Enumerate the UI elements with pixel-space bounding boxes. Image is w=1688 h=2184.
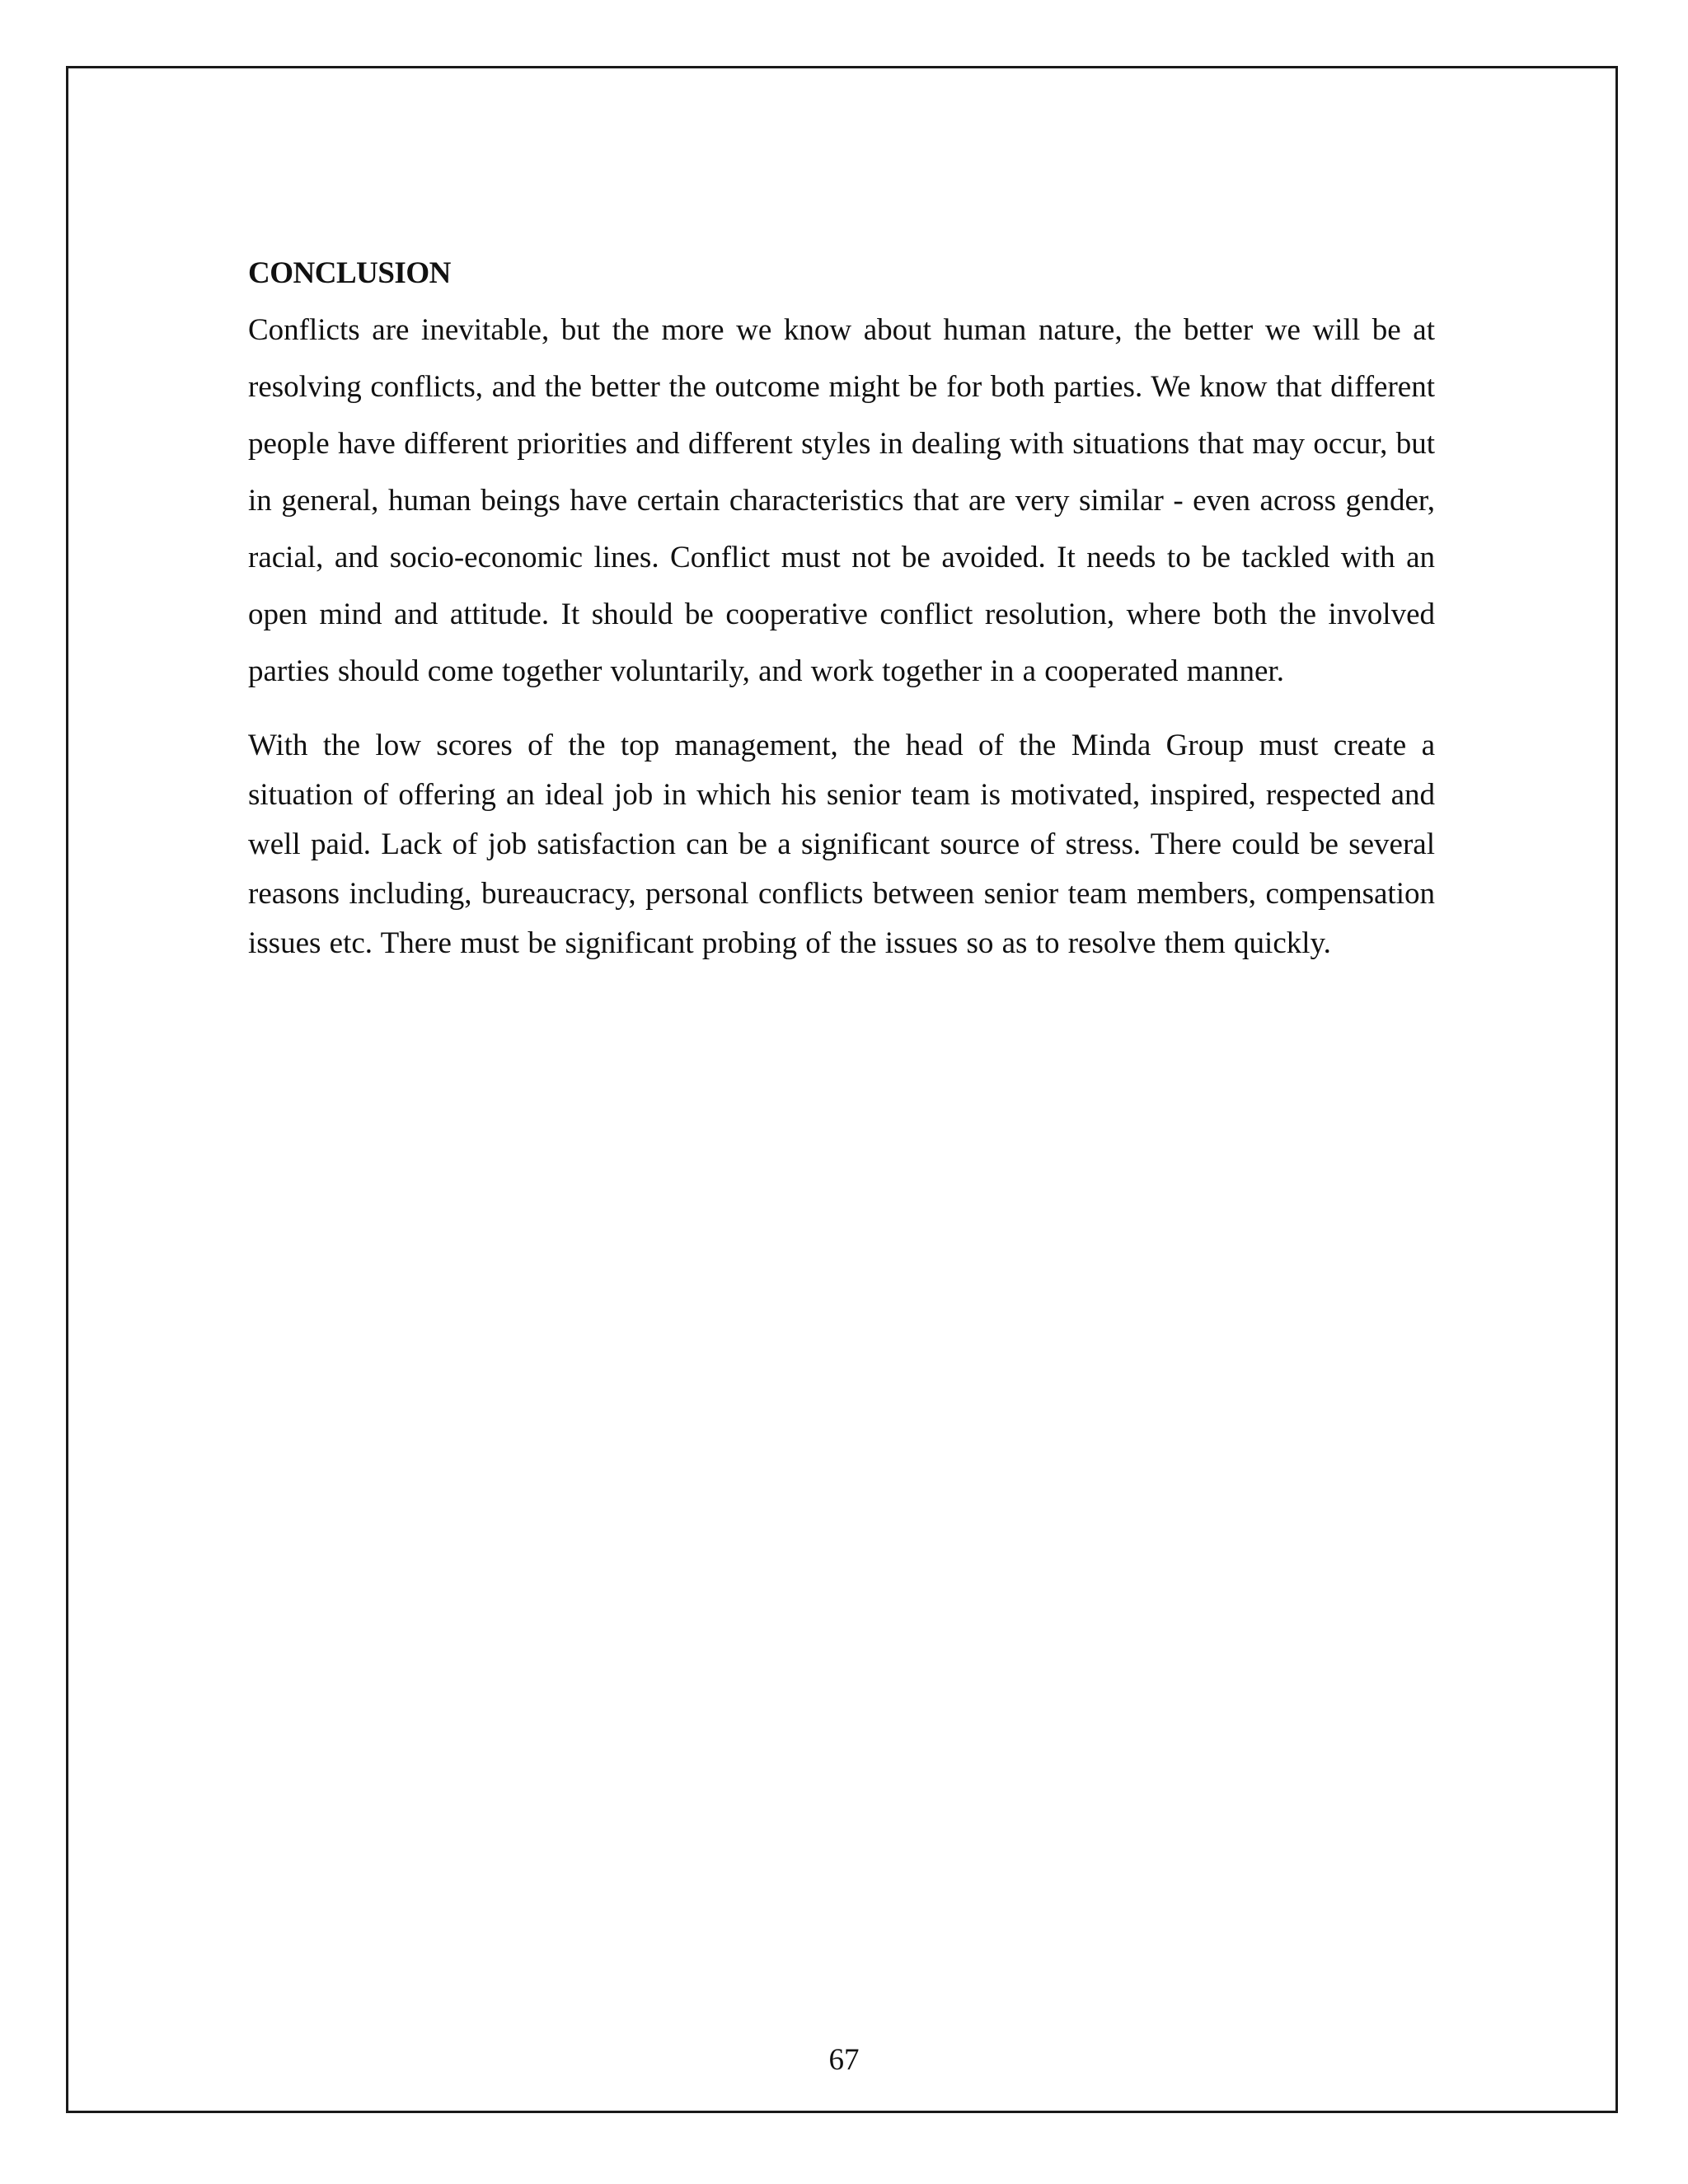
paragraph-minda-group: With the low scores of the top management, the head of the Minda Group must create a situation of offering an ideal job in which his senior team is motivated, inspired, respected and well paid. Lack of job satisfaction can be a significant source of stress. There could be several reasons including, bureaucracy, personal conflicts between senior team members, compensation issues etc. There must be significant probing of the issues so as to resolve them quickly. (248, 729, 1435, 960)
page-number: 67 (828, 2043, 860, 2077)
paragraph-conflicts: Conflicts are inevitable, but the more we know about human nature, the better we will be at resolving conflicts, and the better the outcome might be for both parties. We know that different people have different priorities and different styles in dealing with situations that may occur, but in general, human beings have certain characteristics that are very similar - even across gender, racial, and socio-economic lines. Conflict must not be avoided. It needs to be tackled with an open mind and attitude. It should be cooperative conflict resolution, where both the involved parties should come together voluntarily, and work together in a cooperated manner. (248, 313, 1435, 688)
section-heading: CONCLUSION (248, 256, 451, 290)
page-content (248, 251, 1435, 968)
